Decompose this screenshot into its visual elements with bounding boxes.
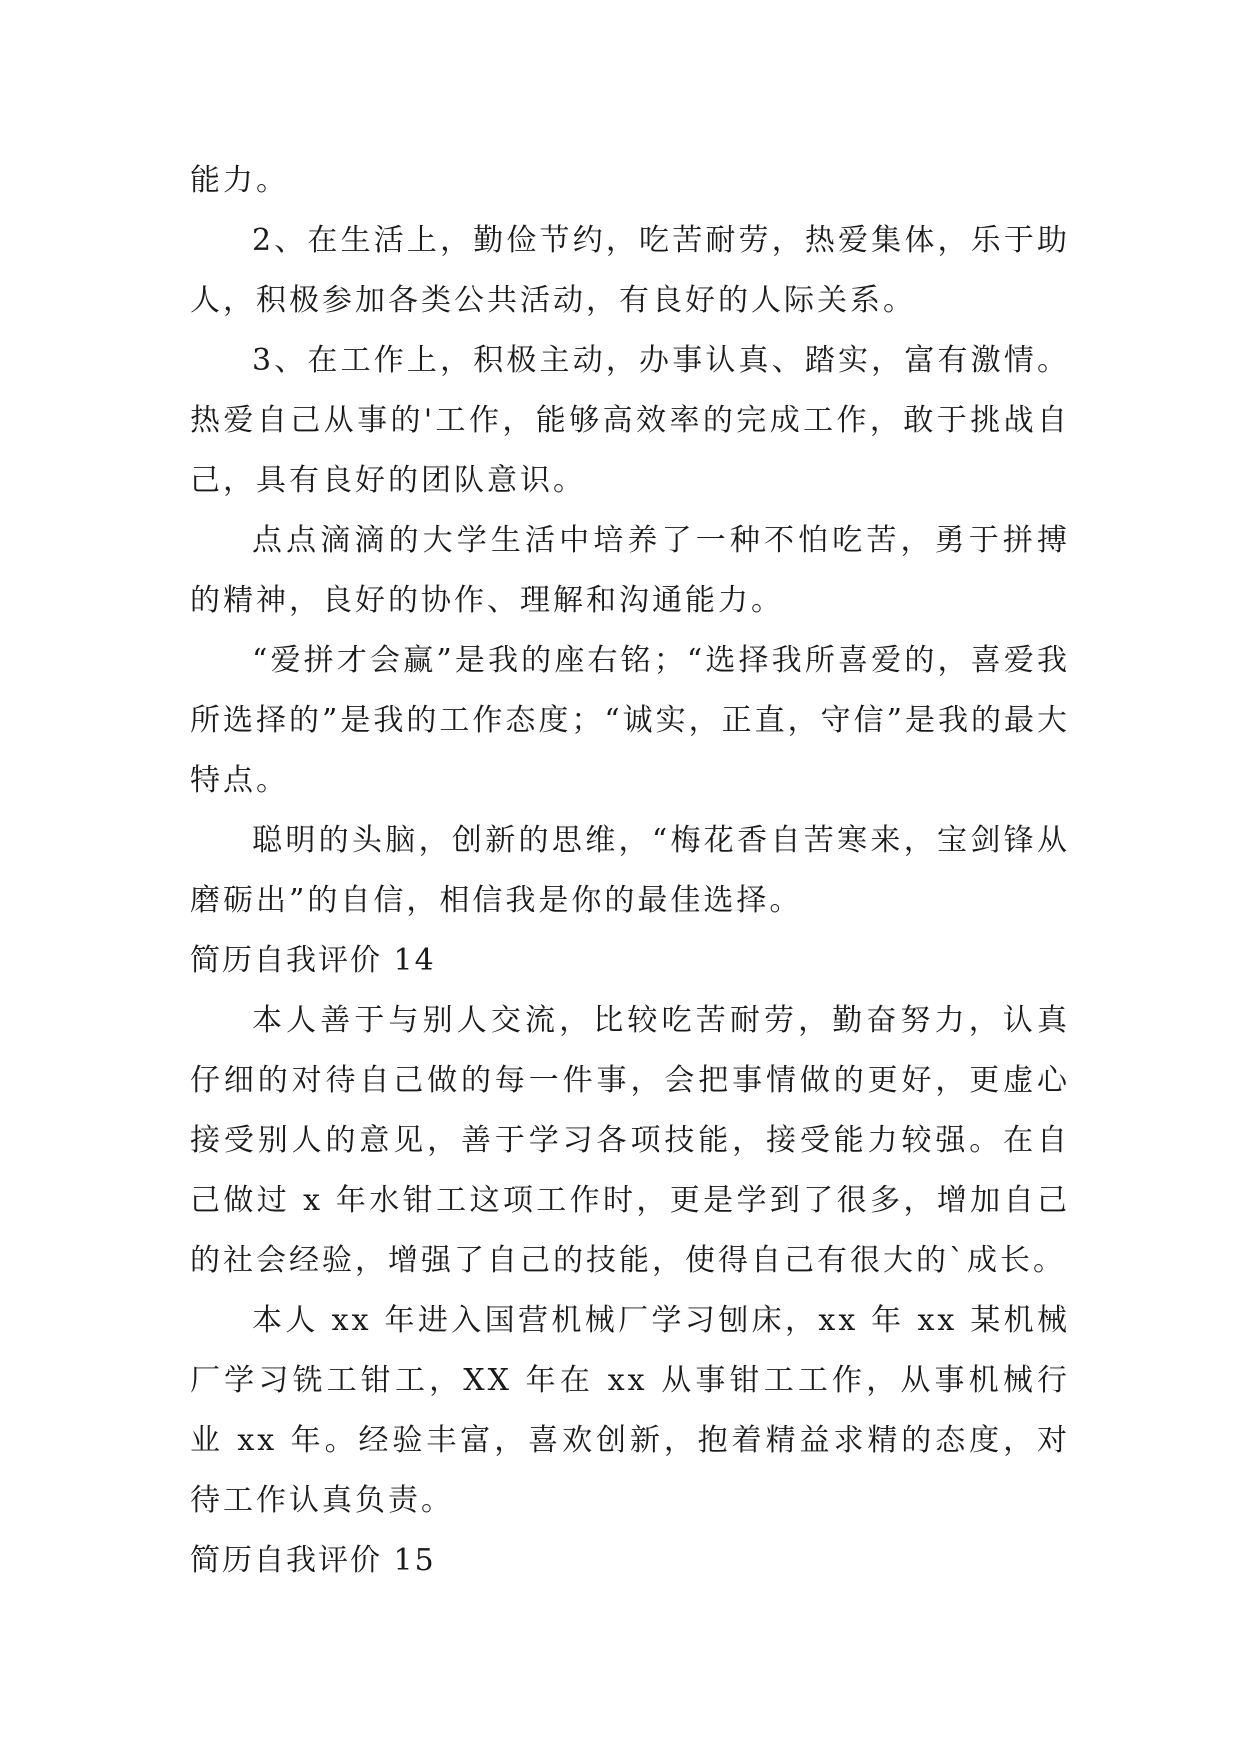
section-heading-15: 简历自我评价 15 [190, 1543, 436, 1578]
paragraph-motto: “爱拼才会赢”是我的座右铭；“选择我所喜爱的，喜爱我所选择的”是我的工作态度；“诚实，正直，守信”是我的最大特点。 [190, 643, 1071, 798]
paragraph-confidence: 聪明的头脑，创新的思维，“梅花香自苦寒来，宝剑锋从磨砺出”的自信，相信我是你的最佳选择。 [190, 823, 1070, 918]
document-body [190, 151, 1070, 1591]
paragraph-experience: 本人 xx 年进入国营机械厂学习刨床，xx 年 xx 某机械厂学习铣工钳工，XX 年在 xx 从事钳工工作，从事机械行业 xx 年。经验丰富，喜欢创新，抱着精益求精的态度，对待工作认真负责。 [190, 1303, 1070, 1518]
paragraph-life: 2、在生活上，勤俭节约，吃苦耐劳，热爱集体，乐于助人，积极参加各类公共活动，有良好的人际关系。 [190, 223, 1070, 318]
paragraph-work: 3、在工作上，积极主动，办事认真、踏实，富有激情。热爱自己从事的'工作，能够高效率的完成工作，敢于挑战自己，具有良好的团队意识。 [190, 343, 1070, 498]
paragraph-college-life: 点点滴滴的大学生活中培养了一种不怕吃苦，勇于拼搏的精神，良好的协作、理解和沟通能力。 [190, 523, 1070, 618]
paragraph-continuation: 能力。 [190, 163, 289, 198]
paragraph-communication: 本人善于与别人交流，比较吃苦耐劳，勤奋努力，认真仔细的对待自己做的每一件事，会把事情做的更好，更虚心接受别人的意见，善于学习各项技能，接受能力较强。在自己做过 x 年水钳工这项工作时，更是学到了很多，增加自己的社会经验，增强了自己的技能，使得自己有很大的`成长。 [190, 1003, 1070, 1278]
section-heading-14: 简历自我评价 14 [190, 943, 436, 978]
